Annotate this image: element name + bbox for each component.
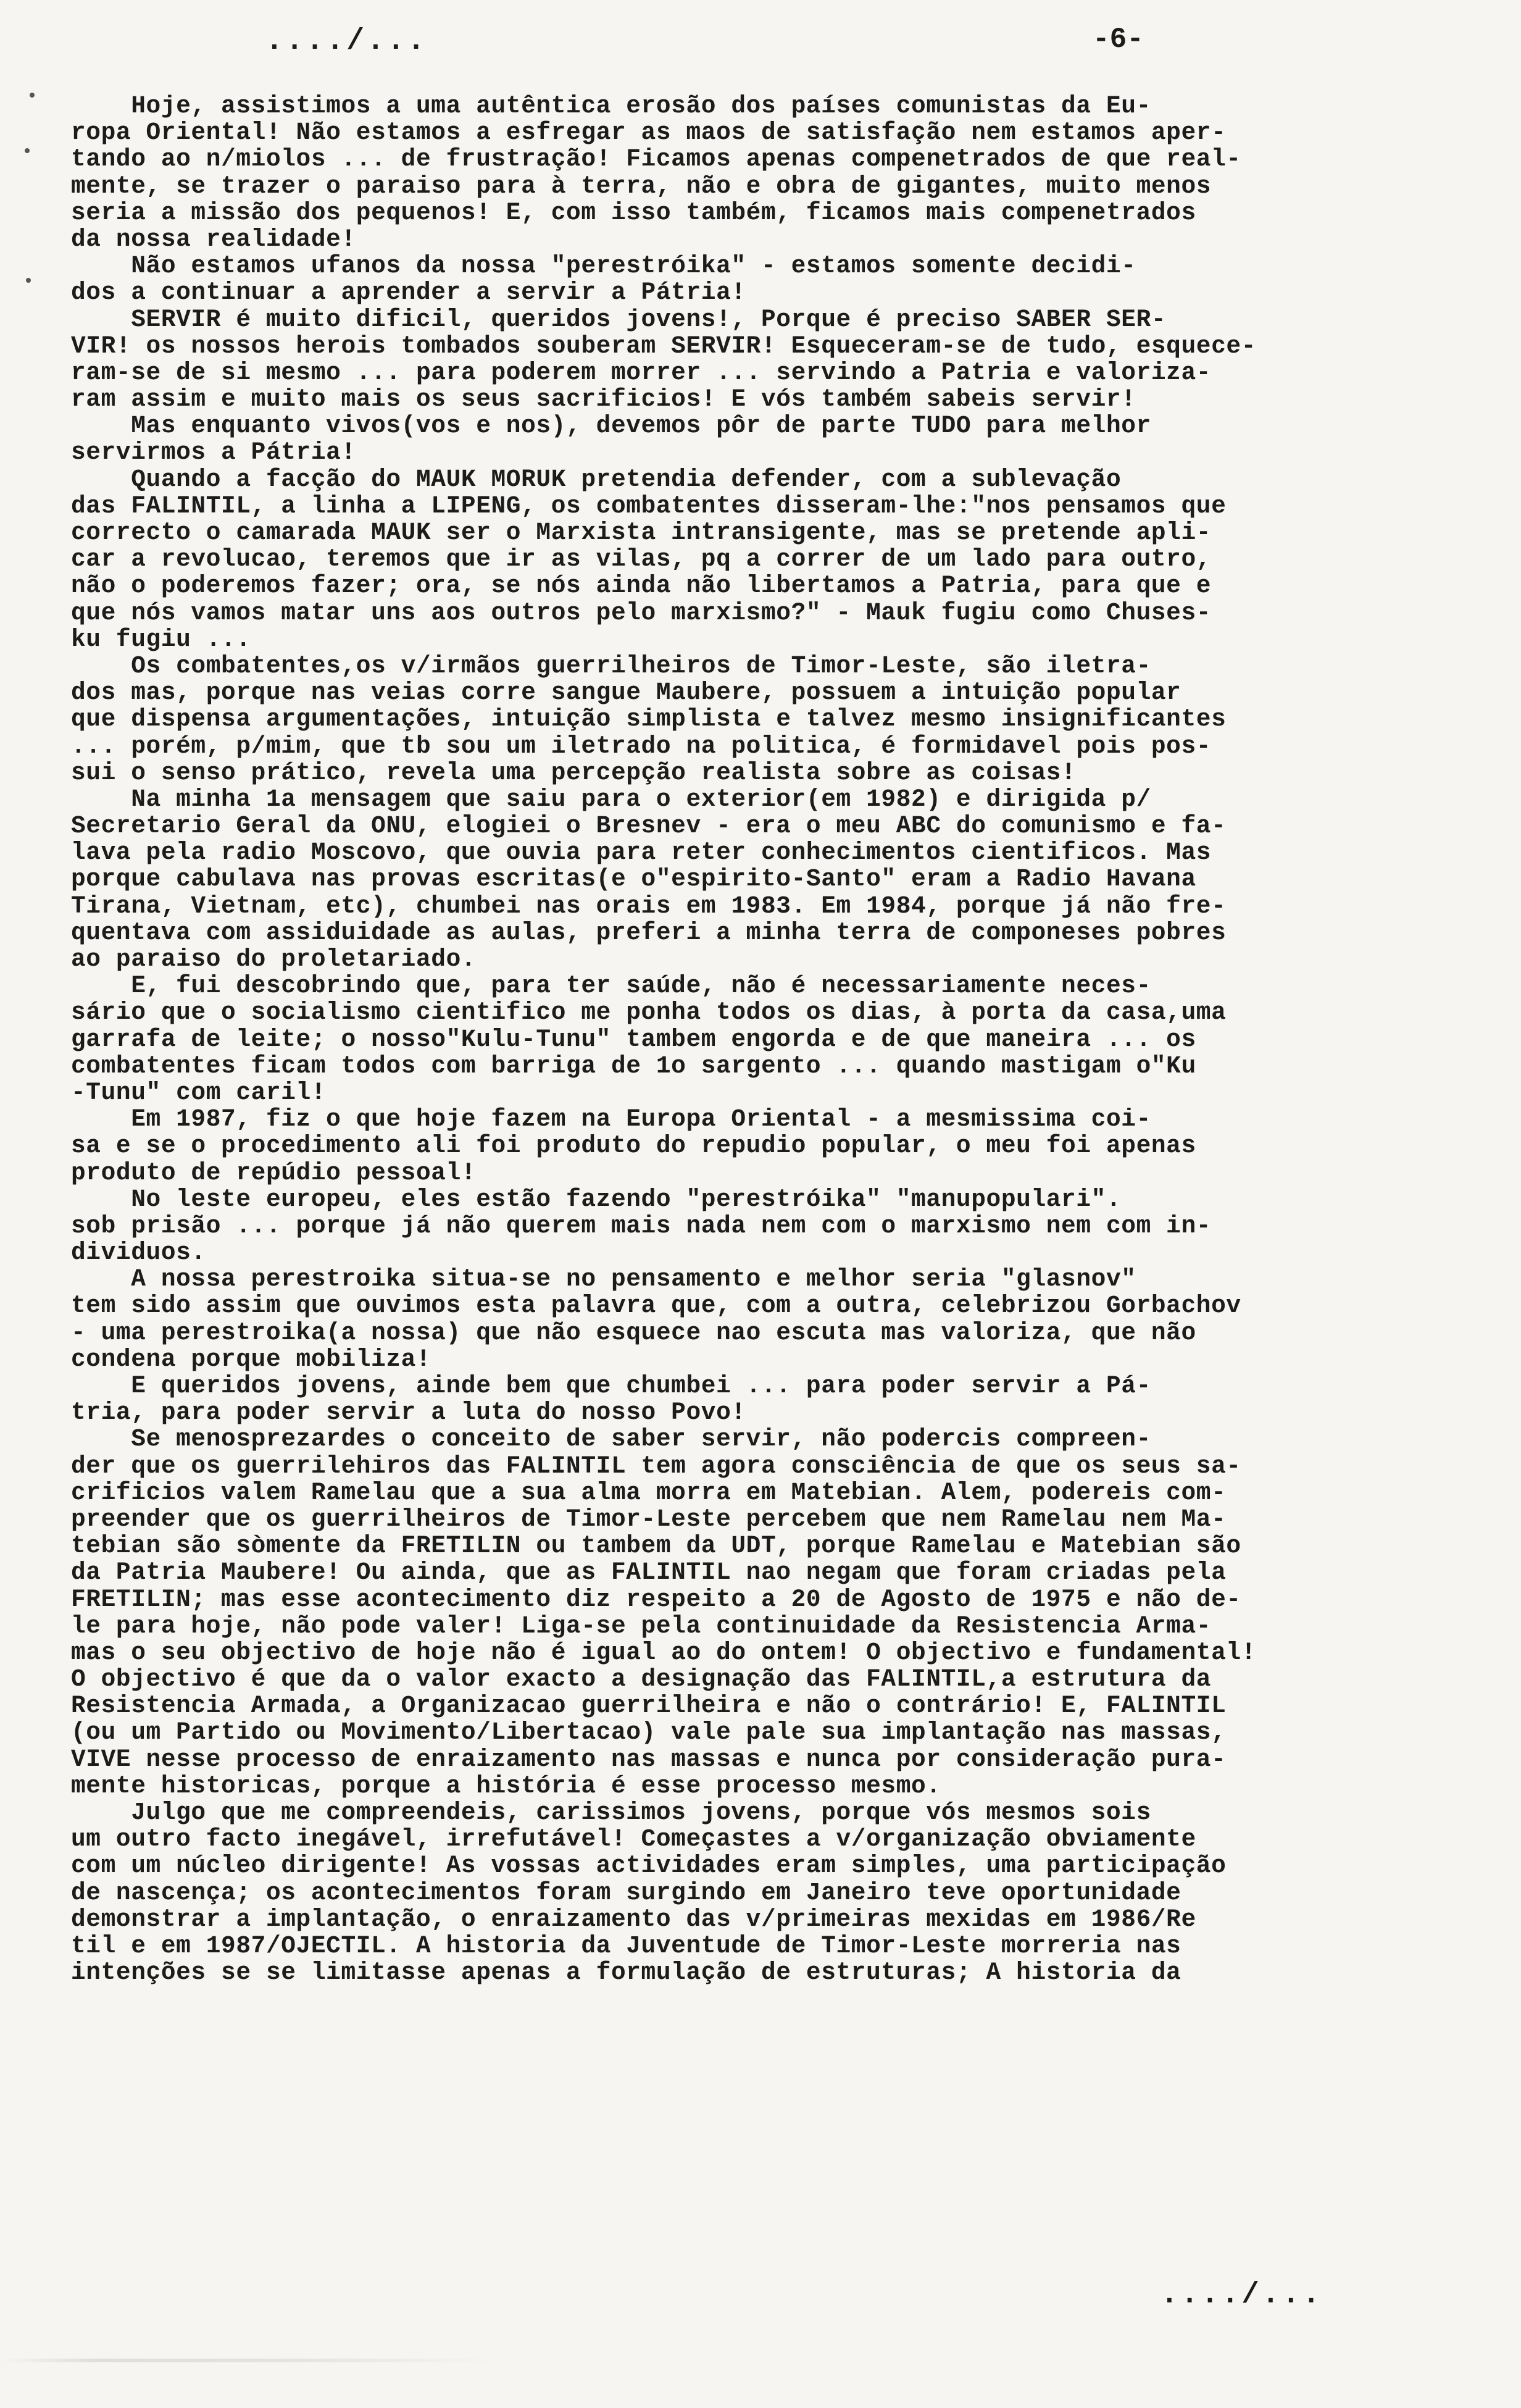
text-line: E queridos jovens, ainde bem que chumbei ... para poder servir a Pá-	[71, 1372, 1151, 1400]
text-line: Mas enquanto vivos(vos e nos), devemos pôr de parte TUDO para melhor	[71, 412, 1151, 440]
text-line: que nós vamos matar uns aos outros pelo marxismo?" - Mauk fugiu como Chuses-	[71, 598, 1212, 627]
text-line: Tirana, Vietnam, etc), chumbei nas orais em 1983. Em 1984, porque já não fre-	[71, 892, 1227, 920]
text-line: Secretario Geral da ONU, elogiei o Bresnev - era o meu ABC do comunismo e fa-	[71, 812, 1227, 840]
text-line: dos mas, porque nas veias corre sangue Maubere, possuem a intuição popular	[71, 679, 1181, 707]
text-line: dos a continuar a aprender a servir a Pátria!	[71, 278, 746, 307]
text-line: VIR! os nossos herois tombados souberam SERVIR! Esqueceram-se de tudo, esquece-	[71, 332, 1257, 360]
text-line: um outro facto inegável, irrefutável! Começastes a v/organização obviamente	[71, 1825, 1196, 1854]
text-line: servirmos a Pátria!	[71, 438, 356, 467]
text-line: (ou um Partido ou Movimento/Libertacao) vale pale sua implantação nas massas,	[71, 1718, 1227, 1747]
text-line: E, fui descobrindo que, para ter saúde, não é necessariamente neces-	[71, 972, 1151, 1000]
text-line: dividuos.	[71, 1239, 206, 1267]
text-line: de nascença; os acontecimentos foram surgindo em Janeiro teve oportunidade	[71, 1878, 1181, 1907]
text-line: não o poderemos fazer; ora, se nós ainda não libertamos a Patria, para que e	[71, 572, 1212, 600]
text-line: mas o seu objectivo de hoje não é igual ao do ontem! O objectivo e fundamental!	[71, 1638, 1257, 1666]
text-line: combatentes ficam todos com barriga de 1o sargento ... quando mastigam o"Ku	[71, 1051, 1196, 1080]
text-line: que dispensa argumentações, intuição simplista e talvez mesmo insignificantes	[71, 705, 1227, 734]
text-line: ram-se de si mesmo ... para poderem morrer ... servindo a Patria e valoriza-	[71, 358, 1212, 387]
text-line: til e em 1987/OJECTIL. A historia da Juventude de Timor-Leste morreria nas	[71, 1931, 1181, 1960]
text-line: da Patria Maubere! Ou ainda, que as FALINTIL nao negam que foram criadas pela	[71, 1558, 1227, 1587]
text-line: ram assim e muito mais os seus sacrificios! E vós também sabeis servir!	[71, 385, 1136, 414]
text-line: SERVIR é muito dificil, queridos jovens!, Porque é preciso SABER SER-	[71, 305, 1167, 333]
text-line: le para hoje, não pode valer! Liga-se pela continuidade da Resistencia Arma-	[71, 1612, 1212, 1640]
text-line: O objectivo é que da o valor exacto a designação das FALINTIL,a estrutura da	[71, 1665, 1212, 1694]
text-line: produto de repúdio pessoal!	[71, 1158, 477, 1187]
text-line: Resistencia Armada, a Organizacao guerrilheira e não o contrário! E, FALINTIL	[71, 1692, 1227, 1720]
text-line: seria a missão dos pequenos! E, com isso também, ficamos mais compenetrados	[71, 198, 1196, 227]
text-line: ku fugiu ...	[71, 625, 251, 653]
text-line: lava pela radio Moscovo, que ouvia para reter conhecimentos cientificos. Mas	[71, 838, 1212, 867]
typed-letter-body	[71, 93, 1466, 1986]
text-line: Em 1987, fiz o que hoje fazem na Europa Oriental - a mesmissima coi-	[71, 1105, 1151, 1134]
margin-speck	[30, 93, 35, 98]
text-line: porque cabulava nas provas escritas(e o"espirito-Santo" eram a Radio Havana	[71, 865, 1196, 893]
bottom-scan-smudge	[0, 2359, 494, 2362]
text-line: sa e se o procedimento ali foi produto do repudio popular, o meu foi apenas	[71, 1132, 1196, 1160]
text-line: ao paraiso do proletariado.	[71, 945, 477, 973]
text-line: crificios valem Ramelau que a sua alma morra em Matebian. Alem, podereis com-	[71, 1478, 1227, 1507]
text-line: Julgo que me compreendeis, carissimos jovens, porque vós mesmos sois	[71, 1799, 1151, 1826]
text-line: ropa Oriental! Não estamos a esfregar as maos de satisfação nem estamos aper-	[71, 119, 1227, 147]
text-line: demonstrar a implantação, o enraizamento das v/primeiras mexidas em 1986/Re	[71, 1905, 1196, 1933]
text-line: Hoje, assistimos a uma autêntica erosão dos países comunistas da Eu-	[71, 92, 1151, 120]
text-line: tebian são sòmente da FRETILIN ou tambem da UDT, porque Ramelau e Matebian são	[71, 1532, 1241, 1560]
text-line: der que os guerrilehiros das FALINTIL tem agora consciência de que os seus sa-	[71, 1452, 1241, 1480]
text-line: condena porque mobiliza!	[71, 1345, 431, 1373]
text-line: - uma perestroika(a nossa) que não esquece nao escuta mas valoriza, que não	[71, 1318, 1196, 1347]
text-line: Não estamos ufanos da nossa "perestróika" - estamos somente decidi-	[71, 252, 1136, 280]
text-line: Na minha 1a mensagem que saiu para o exterior(em 1982) e dirigida p/	[71, 785, 1151, 813]
text-line: das FALINTIL, a linha a LIPENG, os combatentes disseram-lhe:"nos pensamos que	[71, 491, 1227, 520]
text-line: A nossa perestroika situa-se no pensamento e melhor seria "glasnov"	[71, 1265, 1136, 1294]
text-line: Se menosprezardes o conceito de saber servir, não podercis compreen-	[71, 1425, 1151, 1453]
page-number: -6-	[1093, 23, 1144, 56]
text-line: tem sido assim que ouvimos esta palavra que, com a outra, celebrizou Gorbachov	[71, 1292, 1241, 1320]
text-line: tando ao n/miolos ... de frustração! Ficamos apenas compenetrados de que real-	[71, 145, 1241, 173]
text-line: sob prisão ... porque já não querem mais nada nem com o marxismo nem com in-	[71, 1211, 1212, 1240]
text-line: mente, se trazer o paraiso para à terra, não e obra de gigantes, muito menos	[71, 172, 1212, 200]
text-line: tria, para poder servir a luta do nosso Povo!	[71, 1398, 746, 1427]
text-line: garrafa de leite; o nosso"Kulu-Tunu" tambem engorda e de que maneira ... os	[71, 1025, 1196, 1053]
text-line: No leste europeu, eles estão fazendo "perestróika" "manupopulari".	[71, 1185, 1122, 1213]
text-line: sário que o socialismo cientifico me ponha todos os dias, à porta da casa,uma	[71, 998, 1227, 1027]
text-line: intenções se se limitasse apenas a formulação de estruturas; A historia da	[71, 1959, 1181, 1987]
text-line: da nossa realidade!	[71, 225, 356, 253]
text-line: correcto o camarada MAUK ser o Marxista intransigente, mas se pretende apli-	[71, 519, 1212, 546]
margin-speck	[25, 148, 30, 153]
continuation-mark-bottom: ..../...	[1161, 2278, 1323, 2312]
continuation-mark-top: ..../...	[265, 25, 428, 58]
text-line: car a revolucao, teremos que ir as vilas, pq a correr de um lado para outro,	[71, 545, 1212, 574]
text-line: FRETILIN; mas esse acontecimento diz respeito a 20 de Agosto de 1975 e não de-	[71, 1585, 1241, 1613]
text-line: sui o senso prático, revela uma percepção realista sobre as coisas!	[71, 758, 1077, 787]
text-line: quentava com assiduidade as aulas, preferi a minha terra de componeses pobres	[71, 918, 1227, 947]
text-line: com um núcleo dirigente! As vossas actividades eram simples, uma participação	[71, 1852, 1227, 1880]
margin-speck	[26, 278, 31, 283]
text-line: ... porém, p/mim, que tb sou um iletrado na politica, é formidavel pois pos-	[71, 732, 1212, 760]
text-line: Quando a facção do MAUK MORUK pretendia defender, com a sublevação	[71, 465, 1122, 493]
text-line: mente historicas, porque a história é esse processo mesmo.	[71, 1771, 941, 1800]
text-line: preender que os guerrilheiros de Timor-Leste percebem que nem Ramelau nem Ma-	[71, 1505, 1227, 1533]
text-line: -Tunu" com caril!	[71, 1078, 327, 1106]
text-line: Os combatentes,os v/irmãos guerrilheiros de Timor-Leste, são iletra-	[71, 651, 1151, 680]
text-line: VIVE nesse processo de enraizamento nas massas e nunca por consideração pura-	[71, 1745, 1227, 1773]
